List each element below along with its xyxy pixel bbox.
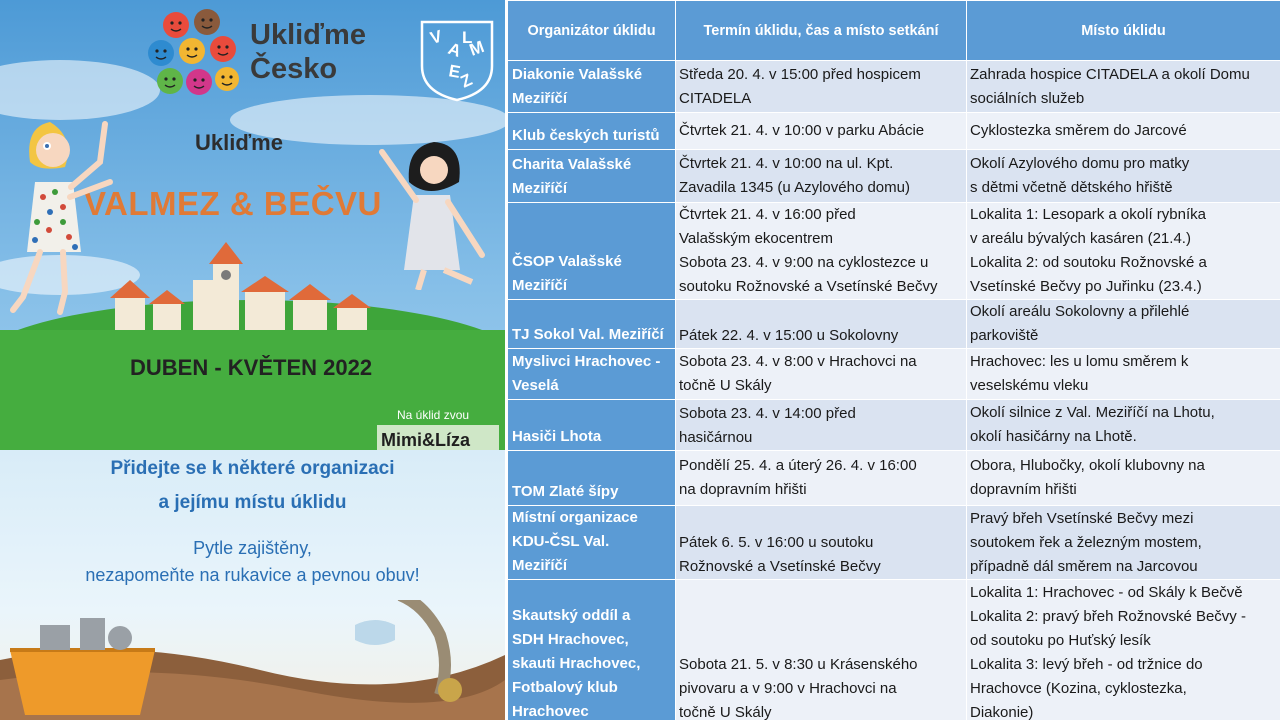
place-cell	[967, 113, 1280, 150]
place-cell-line: Zahrada hospice CITADELA a okolí Domu	[970, 65, 1250, 83]
table-row	[508, 300, 1280, 349]
town-illustration-icon	[105, 240, 380, 335]
invite-text: Na úklid zvou	[397, 408, 470, 422]
org-cell-line: Hasiči Lhota	[512, 428, 602, 445]
header-term: Termín úklidu, čas a místo setkání	[676, 1, 967, 61]
place-cell	[967, 300, 1280, 349]
term-cell-line: hasičárnou	[679, 429, 753, 446]
place-cell	[967, 61, 1280, 113]
org-cell	[508, 113, 676, 150]
term-cell-line: Pondělí 25. 4. a úterý 26. 4. v 16:00	[679, 457, 917, 474]
org-cell-line: ČSOP Valašské	[512, 253, 622, 270]
girl-illustration-left-icon	[5, 112, 120, 322]
valmez-letter: E	[447, 61, 462, 82]
place-cell-line: Lokalita 3: levý břeh - od tržnice do	[970, 656, 1203, 673]
term-cell-line: točně U Skály	[679, 704, 772, 720]
org-cell	[508, 61, 676, 113]
mimi-liza-logo-icon	[377, 425, 499, 453]
place-cell	[967, 506, 1280, 580]
place-cell	[967, 580, 1280, 720]
place-cell-line: Pravý břeh Vsetínské Bečvy mezi	[970, 509, 1194, 527]
org-cell	[508, 150, 676, 203]
place-cell-line: dopravním hřišti	[970, 481, 1077, 498]
place-cell-line: sociálních služeb	[970, 89, 1085, 107]
org-cell-line: Hrachovec	[512, 703, 589, 720]
term-cell-line: soutoku Rožnovské a Vsetínské Bečvy	[679, 278, 938, 295]
place-cell-line: od soutoku po Huťský lesík	[970, 632, 1151, 649]
valmez-letter: L	[462, 28, 473, 47]
term-cell-line: Zavadila 1345 (u Azylového domu)	[679, 179, 910, 196]
term-cell-line: točně U Skály	[679, 377, 772, 394]
org-cell-line: Meziříčí	[512, 90, 568, 107]
org-cell-line: Meziříčí	[512, 277, 568, 294]
term-cell-line: Čtvrtek 21. 4. v 10:00 v parku Abácie	[679, 122, 925, 139]
table-row	[508, 580, 1280, 720]
poster-subtitle: Ukliďme	[195, 130, 283, 155]
term-cell-line: Sobota 23. 4. v 9:00 na cyklostezce u	[679, 254, 929, 271]
ukliddme-cesko-wordmark	[250, 18, 366, 86]
place-cell-line: okolí hasičárny na Lhotě.	[970, 428, 1137, 445]
org-cell-line: Diakonie Valašské	[512, 66, 643, 83]
term-cell	[676, 113, 967, 150]
cleanup-schedule-table	[507, 0, 1280, 720]
org-cell-line: TJ Sokol Val. Meziříčí	[512, 326, 664, 343]
term-cell-line: Rožnovské a Vsetínské Bečvy	[679, 558, 881, 575]
place-cell-line: Okolí areálu Sokolovny a přilehlé	[970, 303, 1190, 320]
header-organizer: Organizátor úklidu	[508, 1, 676, 61]
term-cell-line: na dopravním hřišti	[679, 481, 807, 498]
place-cell-line: veselskému vleku	[970, 377, 1089, 394]
term-cell	[676, 61, 967, 113]
valmez-shield-icon	[418, 18, 496, 102]
place-cell-line: parkoviště	[970, 327, 1039, 344]
logo-line-2: Česko	[250, 53, 338, 85]
place-cell-line: Okolí Azylového domu pro matky	[970, 155, 1190, 172]
org-cell-line: Fotbalový klub	[512, 679, 618, 696]
org-cell	[508, 580, 676, 720]
org-cell-line: Meziříčí	[512, 180, 568, 197]
term-cell	[676, 300, 967, 349]
table-row	[508, 150, 1280, 203]
valmez-letter: A	[445, 38, 464, 61]
term-cell-line: Sobota 21. 5. v 8:30 u Krásenského	[679, 656, 918, 673]
term-cell-line: Čtvrtek 21. 4. v 10:00 na ul. Kpt.	[679, 155, 894, 172]
table-row	[508, 506, 1280, 580]
term-cell	[676, 150, 967, 203]
table-header-row	[508, 1, 1280, 61]
table-row	[508, 113, 1280, 150]
place-cell-line: Lokalita 1: Hrachovec - od Skály k Bečvě	[970, 584, 1243, 601]
term-cell-line: Čtvrtek 21. 4. v 16:00 před	[679, 206, 856, 223]
term-cell-line: pivovaru a v 9:00 v Hrachovci na	[679, 680, 897, 697]
dumpster-and-trash-illustration-icon	[0, 600, 505, 720]
org-cell	[508, 400, 676, 451]
term-cell	[676, 451, 967, 506]
poster-main-title: VALMEZ & BEČVU	[84, 185, 382, 222]
place-cell-line: případně dál směrem na Jarcovou	[970, 557, 1198, 575]
place-cell-line: Vsetínské Bečvy po Juřinku (23.4.)	[970, 278, 1202, 295]
place-cell	[967, 349, 1280, 400]
term-cell-line: Sobota 23. 4. v 8:00 v Hrachovci na	[679, 353, 917, 370]
place-cell-line: Cyklostezka směrem do Jarcové	[970, 122, 1187, 139]
bags-text-line-1: Pytle zajištěny,	[193, 538, 312, 558]
place-cell-line: v areálu bývalých kasáren (21.4.)	[970, 230, 1191, 247]
org-cell-line: Charita Valašské	[512, 156, 632, 173]
place-cell-line: Diakonie)	[970, 704, 1034, 720]
header-place: Místo úklidu	[967, 1, 1280, 61]
table-row	[508, 400, 1280, 451]
place-cell-line: Hrachovec: les u lomu směrem k	[970, 353, 1189, 370]
valmez-letter: V	[428, 26, 444, 48]
term-cell	[676, 506, 967, 580]
place-cell-line: soutokem řek a železným mostem,	[970, 533, 1202, 551]
place-cell-line: Lokalita 2: pravý břeh Rožnovské Bečvy -	[970, 608, 1246, 625]
place-cell-line: Okolí silnice z Val. Meziříčí na Lhotu,	[970, 404, 1215, 421]
org-cell-line: Meziříčí	[512, 557, 568, 574]
place-cell-line: s dětmi včetně dětského hřiště	[970, 179, 1173, 196]
ukliddme-cesko-logo-icon	[145, 5, 241, 101]
poster-date-range: DUBEN - KVĚTEN 2022	[130, 355, 373, 380]
table-row	[508, 451, 1280, 506]
cloud	[0, 60, 160, 120]
place-cell	[967, 203, 1280, 300]
valmez-letter: M	[466, 37, 487, 60]
bags-text-line-2: nezapomeňte na rukavice a pevnou obuv!	[85, 565, 420, 585]
place-cell-line: Lokalita 1: Lesopark a okolí rybníka	[970, 206, 1206, 223]
table-row	[508, 203, 1280, 300]
table-row	[508, 349, 1280, 400]
place-cell-line: Obora, Hlubočky, okolí klubovny na	[970, 457, 1205, 474]
term-cell-line: Sobota 23. 4. v 14:00 před	[679, 405, 856, 422]
term-cell-line: Pátek 6. 5. v 16:00 u soutoku	[679, 534, 874, 551]
org-cell-line: Skautský oddíl a	[512, 607, 631, 624]
join-text-line-2: a jejímu místu úklidu	[158, 492, 347, 513]
org-cell-line: KDU-ČSL Val.	[512, 533, 610, 550]
term-cell-line: CITADELA	[679, 89, 752, 107]
place-cell-line: Hrachovce (Kozina, cyklostezka,	[970, 680, 1187, 697]
join-text-line-1: Přidejte se k některé organizaci	[110, 458, 395, 479]
place-cell	[967, 150, 1280, 203]
org-cell-line: Klub českých turistů	[512, 127, 660, 144]
term-cell-line: Valašským ekocentrem	[679, 230, 833, 247]
term-cell-line: Pátek 22. 4. v 15:00 u Sokolovny	[679, 327, 899, 344]
term-cell	[676, 580, 967, 720]
place-cell-line: Lokalita 2: od soutoku Rožnovské a	[970, 254, 1207, 271]
org-cell-line: Místní organizace	[512, 509, 638, 526]
term-cell	[676, 400, 967, 451]
org-cell-line: Veselá	[512, 377, 559, 394]
org-cell	[508, 203, 676, 300]
org-cell-line: skauti Hrachovec,	[512, 655, 641, 672]
term-cell	[676, 203, 967, 300]
org-cell	[508, 506, 676, 580]
place-cell	[967, 451, 1280, 506]
org-cell-line: Myslivci Hrachovec -	[512, 353, 661, 370]
org-cell-line: SDH Hrachovec,	[512, 631, 629, 648]
term-cell-line: Středa 20. 4. v 15:00 před hospicem	[679, 65, 921, 83]
girl-illustration-right-icon	[372, 140, 497, 290]
org-cell	[508, 300, 676, 349]
partner-logo-text: Mimi&Líza	[381, 430, 471, 450]
table-row	[508, 61, 1280, 113]
place-cell	[967, 400, 1280, 451]
logo-line-1: Ukliďme	[250, 19, 366, 51]
valmez-letter: Z	[457, 70, 476, 92]
term-cell	[676, 349, 967, 400]
org-cell-line: TOM Zlaté šípy	[512, 483, 619, 500]
org-cell	[508, 451, 676, 506]
event-poster	[0, 0, 505, 720]
org-cell	[508, 349, 676, 400]
